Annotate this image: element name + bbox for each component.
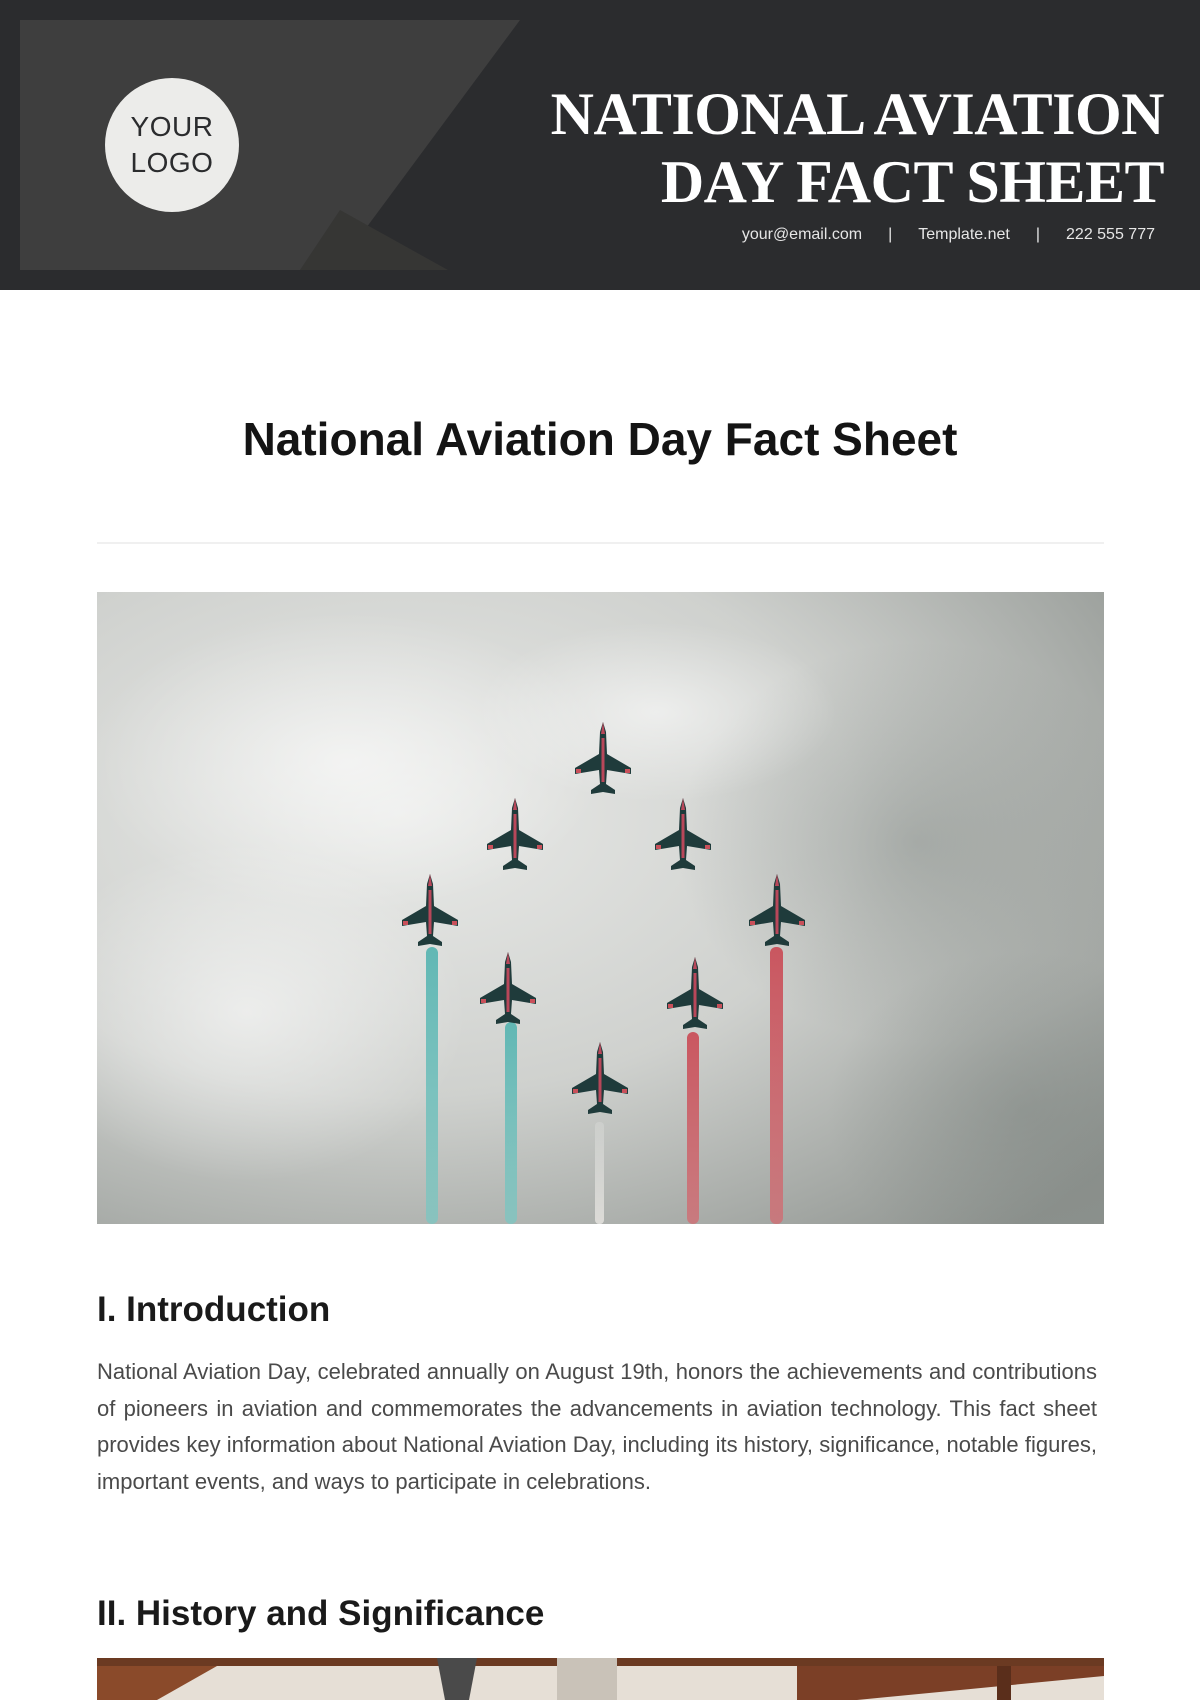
- contact-info: [742, 226, 1155, 244]
- contact-separator: |: [1035, 226, 1041, 243]
- introduction-paragraph: National Aviation Day, celebrated annually on August 19th, honors the achievements and contributions of pioneers in aviation and commemorates the advancements in aviation technology. This fact sheet provides key information about National Aviation Day, including its history, significance, notable figures, important events, and ways to participate in celebrations.: [97, 1359, 1097, 1494]
- contact-website: Template.net: [918, 226, 1010, 243]
- title-divider: [97, 542, 1104, 544]
- contact-email: your@email.com: [741, 226, 863, 243]
- document-title: National Aviation Day Fact Sheet: [242, 413, 958, 465]
- section-heading-history: II. History and Significance: [97, 1594, 545, 1633]
- history-image: [97, 1658, 1104, 1700]
- header-title: NATIONAL AVIATION DAY FACT SHEET: [550, 81, 1164, 215]
- logo-placeholder: [105, 78, 239, 212]
- contact-phone: 222 555 777: [1066, 226, 1155, 243]
- section-heading-introduction: I. Introduction: [97, 1290, 331, 1329]
- hero-image-jets-formation: [97, 592, 1104, 1224]
- contact-separator: |: [888, 226, 893, 243]
- header-banner: [0, 0, 1200, 290]
- logo-text: YOUR LOGO: [130, 111, 214, 178]
